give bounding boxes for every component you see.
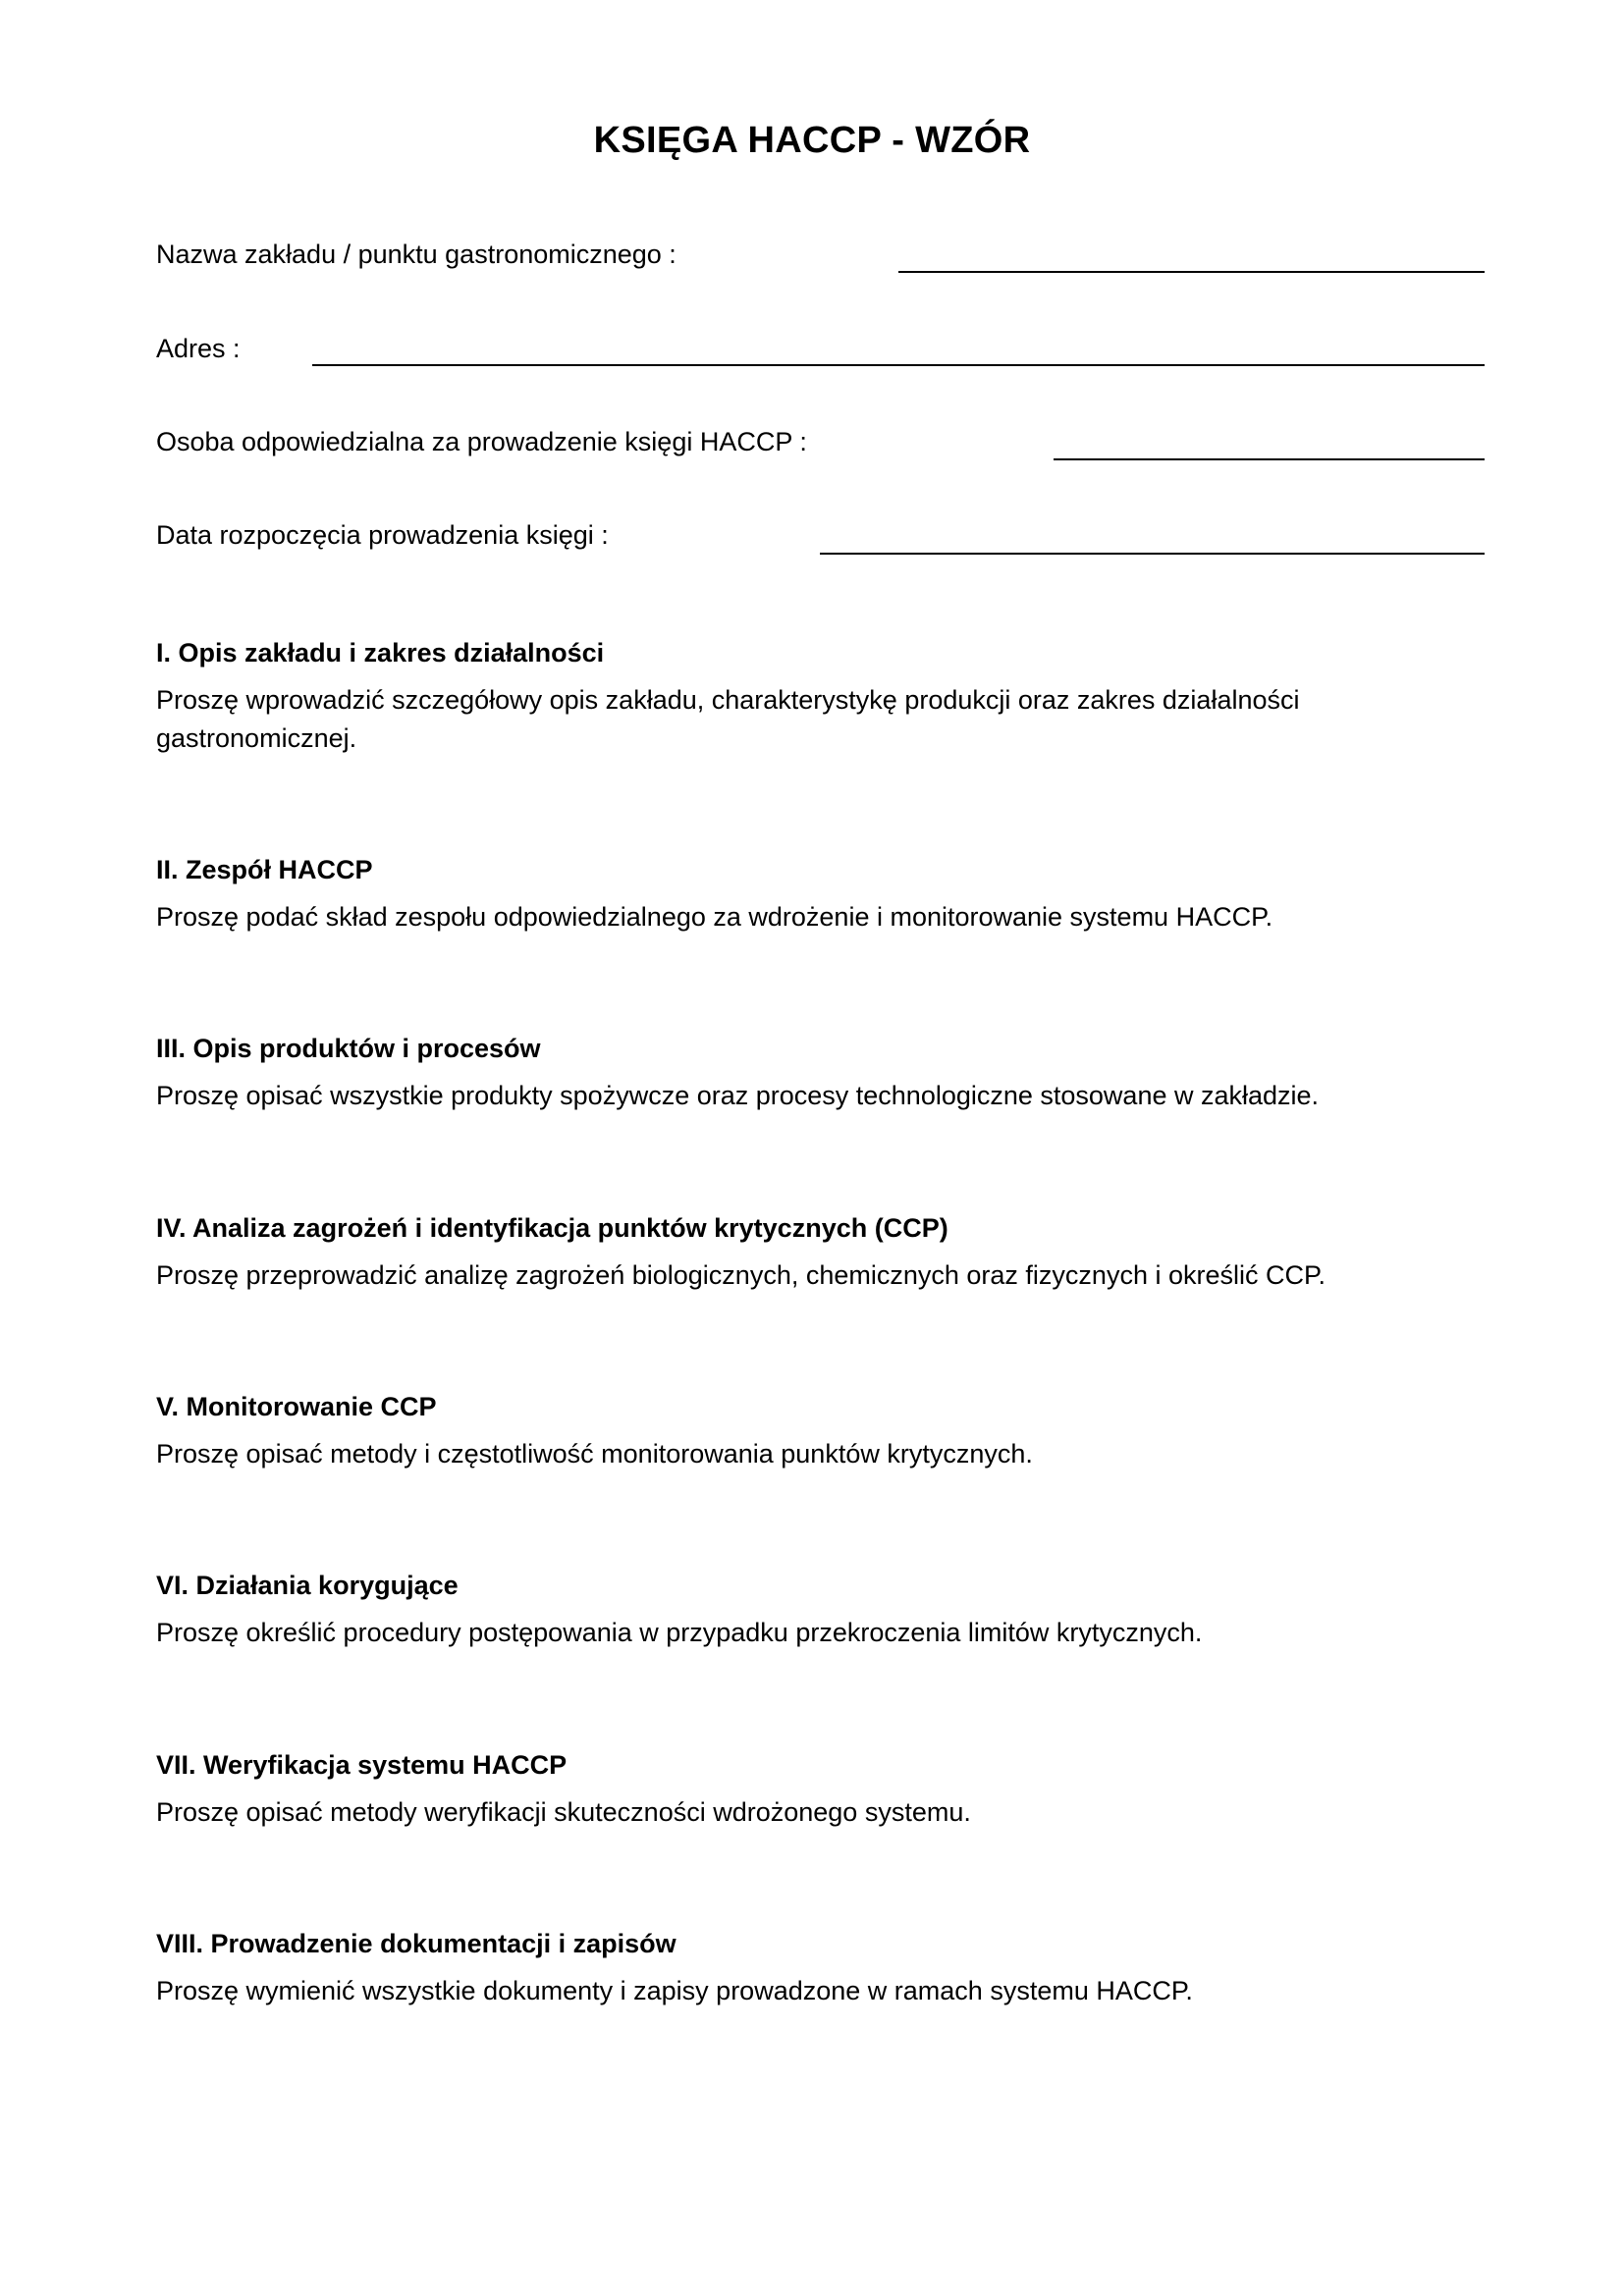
field-label-osoba-odpowiedzialna: Osoba odpowiedzialna za prowadzenie księgi HACCP :	[156, 427, 807, 456]
section-title: IV. Analiza zagrożeń i identyfikacja punktów krytycznych (CCP)	[156, 1213, 948, 1243]
section-title: VI. Działania korygujące	[156, 1571, 459, 1600]
section-title: VII. Weryfikacja systemu HACCP	[156, 1750, 568, 1780]
section-zespol-haccp	[156, 853, 1491, 936]
section-analiza-zagrozen	[156, 1211, 1491, 1295]
section-body: Proszę opisać metody i częstotliwość monitorowania punktów krytycznych.	[156, 1439, 1033, 1468]
section-body: Proszę określić procedury postępowania w przypadku przekroczenia limitów krytycznych.	[156, 1618, 1203, 1647]
section-body: Proszę opisać wszystkie produkty spożywcze oraz procesy technologiczne stosowane w zakładzie.	[156, 1081, 1320, 1110]
section-body: Proszę podać skład zespołu odpowiedzialnego za wdrożenie i monitorowanie systemu HACCP.	[156, 902, 1273, 932]
section-weryfikacja-systemu	[156, 1748, 1491, 1832]
field-label-nazwa-zakladu: Nazwa zakładu / punktu gastronomicznego :	[156, 240, 677, 269]
field-label-adres: Adres :	[156, 334, 241, 363]
section-title: I. Opis zakładu i zakres działalności	[156, 638, 605, 667]
section-opis-zakladu	[156, 636, 1491, 758]
field-label-data-rozpoczecia: Data rozpoczęcia prowadzenia księgi :	[156, 520, 609, 550]
section-title: VIII. Prowadzenie dokumentacji i zapisów	[156, 1929, 677, 1958]
section-title: II. Zespół HACCP	[156, 855, 373, 884]
page-title: KSIĘGA HACCP - WZÓR	[593, 120, 1031, 161]
field-line-osoba-odpowiedzialna[interactable]	[1054, 458, 1485, 460]
section-monitorowanie-ccp	[156, 1390, 1491, 1473]
section-dzialania-korygujace	[156, 1569, 1491, 1652]
section-body: Proszę wymienić wszystkie dokumenty i zapisy prowadzone w ramach systemu HACCP.	[156, 1976, 1193, 2005]
section-title: III. Opis produktów i procesów	[156, 1034, 541, 1063]
section-dokumentacja-zapisy	[156, 1927, 1491, 2010]
field-line-adres[interactable]	[312, 364, 1485, 366]
field-line-nazwa-zakladu[interactable]	[898, 271, 1485, 273]
section-body: Proszę opisać metody weryfikacji skuteczności wdrożonego systemu.	[156, 1797, 971, 1827]
section-body: Proszę przeprowadzić analizę zagrożeń biologicznych, chemicznych oraz fizycznych i określić CCP.	[156, 1260, 1326, 1290]
section-body: Proszę wprowadzić szczegółowy opis zakładu, charakterystykę produkcji oraz zakres działalności gastronomicznej.	[156, 685, 1300, 753]
field-line-data-rozpoczecia[interactable]	[820, 553, 1485, 555]
section-opis-produktow	[156, 1032, 1491, 1115]
section-title: V. Monitorowanie CCP	[156, 1392, 437, 1421]
